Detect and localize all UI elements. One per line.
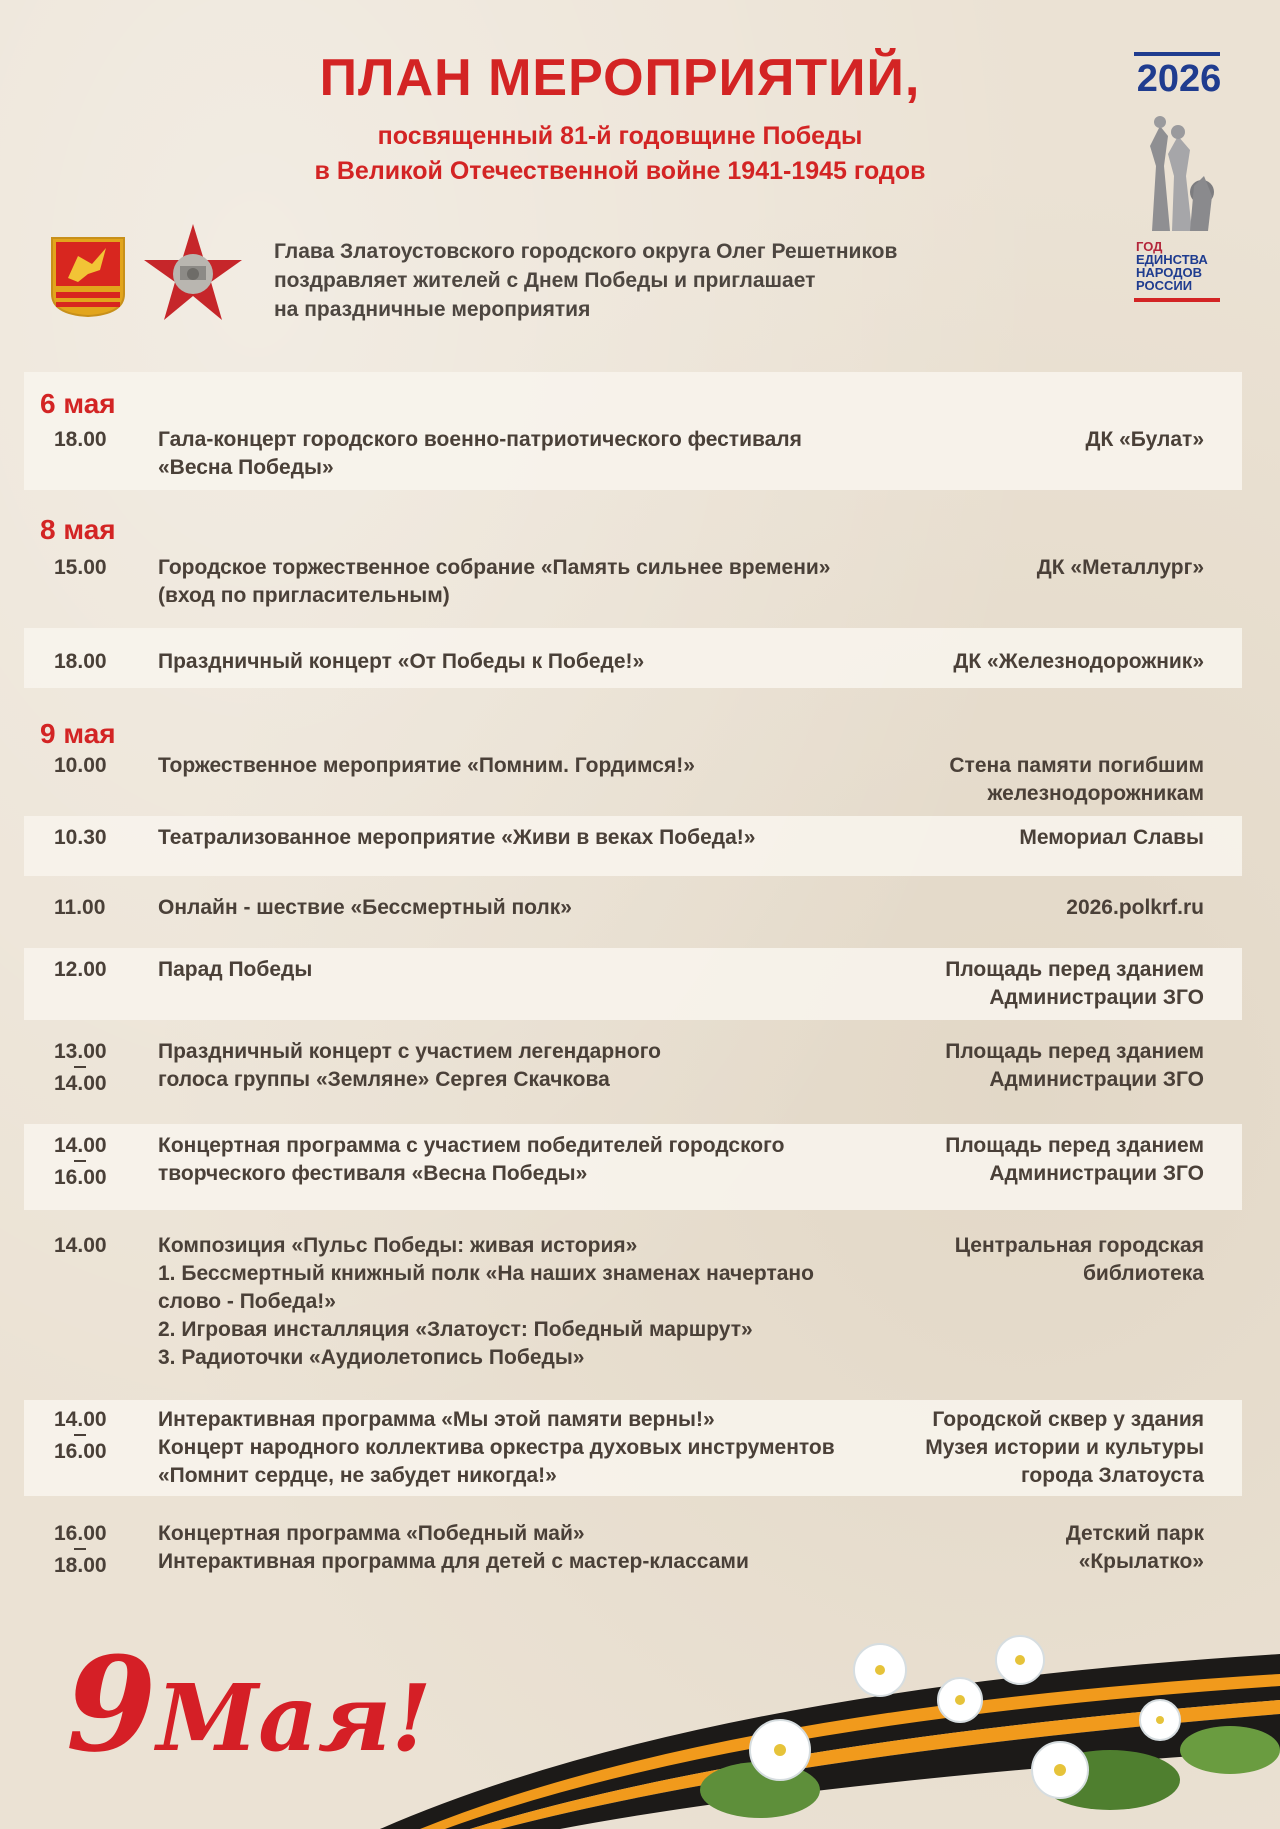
event-time: 18.00 (54, 428, 107, 451)
event-place: Площадь перед зданием Администрации ЗГО (945, 1134, 1204, 1185)
logo-caption-line2: ЕДИНСТВА (1136, 252, 1208, 267)
greeting-line2: поздравляет жителей с Днем Победы и приглашает (274, 269, 816, 292)
event-description: Праздничный концерт с участием легендарного голоса группы «Земляне» Сергея Скачкова (158, 1040, 661, 1091)
event-description: Городское торжественное собрание «Память сильнее времени» (вход по пригласительным) (158, 556, 831, 607)
event-time: 14.00 16.00 (54, 1132, 134, 1192)
event-description: Торжественное мероприятие «Помним. Гордимся!» (158, 754, 695, 777)
event-time: 10.00 (54, 754, 107, 777)
greeting-text (274, 237, 1034, 324)
event-time: 18.00 (54, 650, 107, 673)
page-title: ПЛАН МЕРОПРИЯТИЙ, (319, 49, 921, 107)
event-place: Детский парк «Крылатко» (1065, 1522, 1204, 1573)
event-time: 10.30 (54, 826, 107, 849)
date-header: 8 мая (40, 514, 116, 545)
logo-year: 2026 (1136, 58, 1222, 100)
event-description: Композиция «Пульс Победы: живая история» 1. Бессмертный книжный полк «На наших знаменах начертано слово - Победа!» 2. Игровая инсталляция «Златоуст: Победный маршрут» 3. Радиоточки «Аудиолетопись Победы» (158, 1234, 814, 1369)
event-time: 12.00 (54, 958, 107, 981)
event-place: Мемориал Славы (1019, 826, 1204, 849)
logo-caption-line3: НАРОДОВ (1136, 265, 1202, 280)
page-subtitle-line1: посвященный 81-й годовщине Победы (377, 122, 863, 150)
monument-icon (1142, 106, 1214, 236)
logo-caption-line4: РОССИИ (1136, 278, 1193, 293)
logo-caption-line1: ГОД (1136, 239, 1163, 254)
event-place: Площадь перед зданием Администрации ЗГО (945, 1040, 1204, 1091)
logo-bottom-bar (1134, 298, 1220, 302)
event-time: 16.00 18.00 (54, 1520, 134, 1580)
event-description: Концертная программа «Победный май» Интерактивная программа для детей с мастер-классами (158, 1522, 749, 1573)
event-description: Онлайн - шествие «Бессмертный полк» (158, 896, 572, 919)
logo-caption (1136, 240, 1226, 292)
event-place: ДК «Металлург» (1036, 556, 1204, 579)
event-place: ДК «Булат» (1085, 428, 1204, 451)
event-place: Стена памяти погибшим железнодорожникам (949, 754, 1204, 805)
event-time: 14.00 (54, 1234, 107, 1257)
event-description: Концертная программа с участием победителей городского творческого фестиваля «Весна Победы» (158, 1134, 785, 1185)
event-place: Центральная городская библиотека (954, 1234, 1204, 1285)
event-time: 14.00 16.00 (54, 1406, 134, 1466)
greeting-line3: на праздничные мероприятия (274, 298, 591, 321)
event-time: 15.00 (54, 556, 107, 579)
event-description: Праздничный концерт «От Победы к Победе!» (158, 650, 645, 673)
victory-day-logo: 9Мая! (66, 1628, 432, 1781)
event-description: Интерактивная программа «Мы этой памяти верны!» Концерт народного коллектива оркестра духовых инструментов «Помнит сердце, не забудет никогда!» (158, 1408, 835, 1487)
event-description: Парад Победы (158, 958, 313, 981)
coat-of-arms-icon (48, 234, 128, 318)
event-time: 13.00 14.00 (54, 1038, 134, 1098)
logo-top-bar (1134, 52, 1220, 56)
event-place: Площадь перед зданием Администрации ЗГО (945, 958, 1204, 1009)
date-header: 9 мая (40, 718, 116, 749)
order-star-icon (142, 222, 244, 324)
event-place: ДК «Железнодорожник» (953, 650, 1204, 673)
year-of-unity-logo (1134, 52, 1224, 293)
event-place: Городской сквер у здания Музея истории и культуры города Златоуста (925, 1408, 1204, 1487)
event-description: Гала-концерт городского военно-патриотического фестиваля «Весна Победы» (158, 428, 802, 479)
event-description: Театрализованное мероприятие «Живи в веках Победа!» (158, 826, 756, 849)
greeting-line1: Глава Златоустовского городского округа Олег Решетников (274, 240, 898, 263)
page-subtitle-line2: в Великой Отечественной войне 1941-1945 годов (314, 157, 926, 185)
event-time: 11.00 (54, 896, 106, 919)
event-place: 2026.polkrf.ru (1066, 896, 1204, 919)
date-header: 6 мая (40, 388, 116, 419)
